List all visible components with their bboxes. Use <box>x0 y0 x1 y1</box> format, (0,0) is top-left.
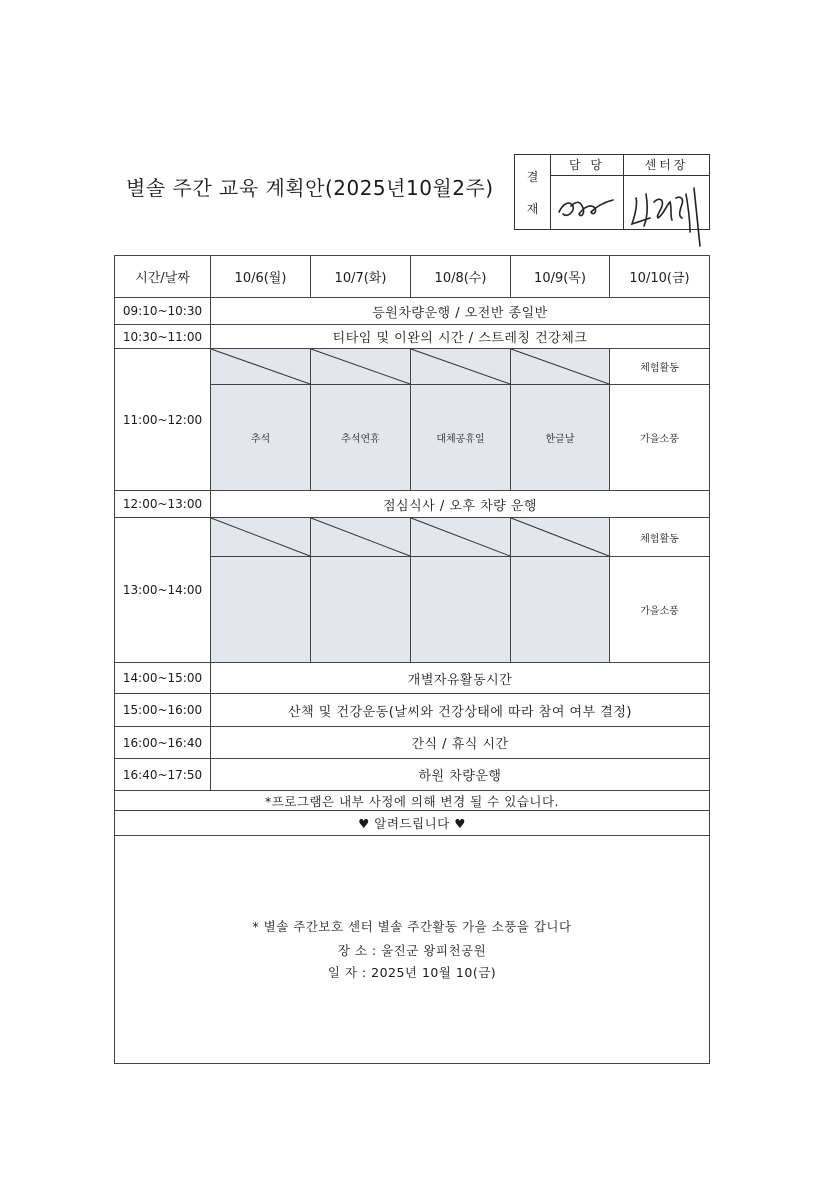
time-cell: 15:00~16:00 <box>114 693 211 727</box>
activity-cell: 티타임 및 이완의 시간 / 스트레칭 건강체크 <box>210 324 710 349</box>
header-thu: 10/9(목) <box>510 255 610 298</box>
holiday-cell-wed: 대체공휴일 <box>410 384 511 491</box>
activity-cell: 점심식사 / 오후 차량 운행 <box>210 490 710 518</box>
activity-cell: 간식 / 휴식 시간 <box>210 726 710 759</box>
holiday-cell-thu: 한글날 <box>510 384 610 491</box>
time-cell: 13:00~14:00 <box>114 517 211 663</box>
friday-activity-bottom: 가을소풍 <box>609 556 710 663</box>
announcement-title: ♥ 알려드립니다 ♥ <box>114 810 710 836</box>
time-cell: 09:10~10:30 <box>114 297 211 325</box>
time-cell: 12:00~13:00 <box>114 490 211 518</box>
announcement-location: 장 소 : 울진군 왕피천공원 <box>337 943 487 958</box>
change-notice: *프로그램은 내부 사정에 의해 변경 될 수 있습니다. <box>114 790 710 811</box>
activity-cell: 산책 및 건강운동(날씨와 건강상태에 따라 참여 여부 결정) <box>210 693 710 727</box>
time-cell: 10:30~11:00 <box>114 324 211 349</box>
time-cell: 14:00~15:00 <box>114 662 211 694</box>
time-cell: 16:40~17:50 <box>114 758 211 791</box>
approval-header-director: 센터장 <box>623 154 710 176</box>
approval-header-manager: 담 당 <box>550 154 624 176</box>
header-fri: 10/10(금) <box>609 255 710 298</box>
time-cell: 16:00~16:40 <box>114 726 211 759</box>
header-wed: 10/8(수) <box>410 255 511 298</box>
activity-cell: 개별자유활동시간 <box>210 662 710 694</box>
approval-side-bottom: 재 <box>526 202 539 216</box>
approval-side-top: 결 <box>526 170 539 184</box>
header-tue: 10/7(화) <box>310 255 411 298</box>
friday-activity-top: 체험활동 <box>609 517 710 557</box>
time-cell: 11:00~12:00 <box>114 348 211 491</box>
activity-cell: 하원 차량운행 <box>210 758 710 791</box>
announcement-date: 일 자 : 2025년 10월 10(금) <box>327 965 497 980</box>
header-time-date: 시간/날짜 <box>114 255 211 298</box>
page-title: 별솔 주간 교육 계획안(2025년10월2주) <box>126 176 494 200</box>
header-mon: 10/6(월) <box>210 255 311 298</box>
activity-cell: 등원차량운행 / 오전반 종일반 <box>210 297 710 325</box>
holiday-cell-tue: 추석연휴 <box>310 384 411 491</box>
holiday-cell-mon: 추석 <box>210 384 311 491</box>
announcement-line-1: * 별솔 주간보호 센터 별솔 주간활동 가을 소풍을 갑니다 <box>252 919 572 934</box>
friday-activity-bottom: 가을소풍 <box>609 384 710 491</box>
friday-activity-top: 체험활동 <box>609 348 710 385</box>
